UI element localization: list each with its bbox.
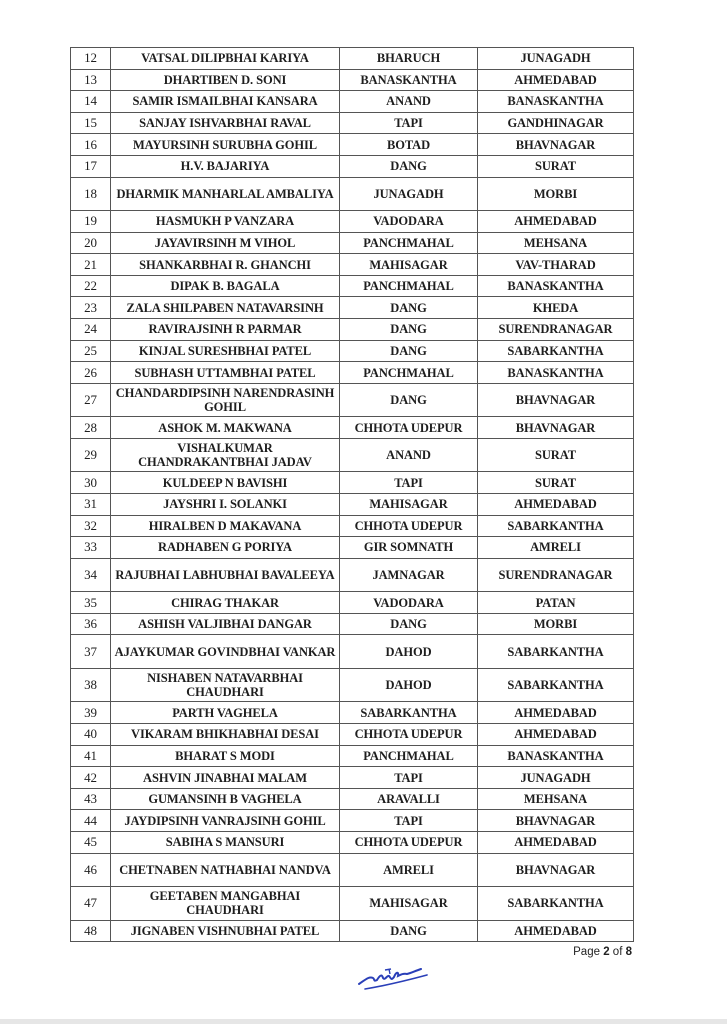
serial-number-cell: 24 (71, 319, 111, 341)
serial-number-cell: 34 (71, 558, 111, 592)
name-cell: H.V. BAJARIYA (111, 155, 340, 177)
table-row (71, 383, 634, 417)
serial-number-cell: 47 (71, 887, 111, 921)
from-district-cell: VADODARA (340, 592, 478, 614)
name-cell: RAJUBHAI LABHUBHAI BAVALEEYA (111, 558, 340, 592)
table-row (71, 613, 634, 635)
name-cell: VATSAL DILIPBHAI KARIYA (111, 48, 340, 70)
table-row (71, 91, 634, 113)
from-district-cell: TAPI (340, 472, 478, 494)
name-cell: SANJAY ISHVARBHAI RAVAL (111, 112, 340, 134)
serial-number-cell: 26 (71, 362, 111, 384)
table-row (71, 69, 634, 91)
serial-number-cell: 37 (71, 635, 111, 669)
to-district-cell: AHMEDABAD (478, 832, 634, 854)
to-district-cell: SURENDRANAGAR (478, 558, 634, 592)
from-district-cell: BOTAD (340, 134, 478, 156)
serial-number-cell: 16 (71, 134, 111, 156)
from-district-cell: BHARUCH (340, 48, 478, 70)
to-district-cell: SURAT (478, 155, 634, 177)
name-cell: DHARTIBEN D. SONI (111, 69, 340, 91)
to-district-cell: KHEDA (478, 297, 634, 319)
table-row (71, 788, 634, 810)
from-district-cell: TAPI (340, 112, 478, 134)
page-current: 2 (603, 946, 610, 958)
serial-number-cell: 30 (71, 472, 111, 494)
from-district-cell: JAMNAGAR (340, 558, 478, 592)
from-district-cell: DANG (340, 340, 478, 362)
table-row (71, 558, 634, 592)
serial-number-cell: 31 (71, 494, 111, 516)
serial-number-cell: 36 (71, 613, 111, 635)
from-district-cell: TAPI (340, 767, 478, 789)
serial-number-cell: 25 (71, 340, 111, 362)
name-cell: JAYSHRI I. SOLANKI (111, 494, 340, 516)
name-cell: RADHABEN G PORIYA (111, 537, 340, 559)
table-row (71, 134, 634, 156)
to-district-cell: SURAT (478, 472, 634, 494)
from-district-cell: PANCHMAHAL (340, 275, 478, 297)
name-cell: CHETNABEN NATHABHAI NANDVA (111, 853, 340, 887)
name-cell: MAYURSINH SURUBHA GOHIL (111, 134, 340, 156)
name-cell: HASMUKH P VANZARA (111, 211, 340, 233)
to-district-cell: SURENDRANAGAR (478, 319, 634, 341)
name-cell: NISHABEN NATAVARBHAI CHAUDHARI (111, 668, 340, 702)
to-district-cell: AHMEDABAD (478, 702, 634, 724)
to-district-cell: BHAVNAGAR (478, 417, 634, 439)
table-row (71, 494, 634, 516)
name-cell: SUBHASH UTTAMBHAI PATEL (111, 362, 340, 384)
serial-number-cell: 17 (71, 155, 111, 177)
to-district-cell: AHMEDABAD (478, 69, 634, 91)
from-district-cell: DANG (340, 319, 478, 341)
name-cell: DHARMIK MANHARLAL AMBALIYA (111, 177, 340, 211)
serial-number-cell: 12 (71, 48, 111, 70)
to-district-cell: MORBI (478, 613, 634, 635)
serial-number-cell: 33 (71, 537, 111, 559)
table-row (71, 319, 634, 341)
table-row (71, 48, 634, 70)
table-row (71, 887, 634, 921)
page-mid: of (609, 946, 626, 958)
name-cell: JAYAVIRSINH M VIHOL (111, 232, 340, 254)
to-district-cell: BANASKANTHA (478, 745, 634, 767)
serial-number-cell: 38 (71, 668, 111, 702)
name-cell: ASHOK M. MAKWANA (111, 417, 340, 439)
table-row (71, 472, 634, 494)
to-district-cell: BANASKANTHA (478, 275, 634, 297)
name-cell: BHARAT S MODI (111, 745, 340, 767)
name-cell: CHIRAG THAKAR (111, 592, 340, 614)
table-row (71, 340, 634, 362)
serial-number-cell: 19 (71, 211, 111, 233)
from-district-cell: ARAVALLI (340, 788, 478, 810)
name-cell: ASHISH VALJIBHAI DANGAR (111, 613, 340, 635)
table-row (71, 668, 634, 702)
to-district-cell: AHMEDABAD (478, 494, 634, 516)
to-district-cell: BHAVNAGAR (478, 810, 634, 832)
from-district-cell: ANAND (340, 438, 478, 472)
serial-number-cell: 48 (71, 920, 111, 942)
to-district-cell: SURAT (478, 438, 634, 472)
to-district-cell: BHAVNAGAR (478, 383, 634, 417)
roster-body (71, 48, 634, 942)
name-cell: JAYDIPSINH VANRAJSINH GOHIL (111, 810, 340, 832)
to-district-cell: AMRELI (478, 537, 634, 559)
to-district-cell: JUNAGADH (478, 767, 634, 789)
table-row (71, 853, 634, 887)
serial-number-cell: 39 (71, 702, 111, 724)
to-district-cell: AHMEDABAD (478, 211, 634, 233)
from-district-cell: DANG (340, 613, 478, 635)
name-cell: DIPAK B. BAGALA (111, 275, 340, 297)
from-district-cell: CHHOTA UDEPUR (340, 832, 478, 854)
from-district-cell: DANG (340, 920, 478, 942)
serial-number-cell: 40 (71, 724, 111, 746)
serial-number-cell: 13 (71, 69, 111, 91)
name-cell: HIRALBEN D MAKAVANA (111, 515, 340, 537)
from-district-cell: TAPI (340, 810, 478, 832)
serial-number-cell: 18 (71, 177, 111, 211)
to-district-cell: BHAVNAGAR (478, 853, 634, 887)
table-row (71, 438, 634, 472)
table-row (71, 297, 634, 319)
to-district-cell: VAV-THARAD (478, 254, 634, 276)
serial-number-cell: 14 (71, 91, 111, 113)
from-district-cell: VADODARA (340, 211, 478, 233)
page-total: 8 (625, 946, 632, 958)
name-cell: VIKARAM BHIKHABHAI DESAI (111, 724, 340, 746)
serial-number-cell: 44 (71, 810, 111, 832)
from-district-cell: DANG (340, 383, 478, 417)
name-cell: KULDEEP N BAVISHI (111, 472, 340, 494)
from-district-cell: CHHOTA UDEPUR (340, 417, 478, 439)
to-district-cell: SABARKANTHA (478, 887, 634, 921)
from-district-cell: CHHOTA UDEPUR (340, 724, 478, 746)
from-district-cell: MAHISAGAR (340, 254, 478, 276)
serial-number-cell: 35 (71, 592, 111, 614)
name-cell: SABIHA S MANSURI (111, 832, 340, 854)
from-district-cell: DANG (340, 155, 478, 177)
to-district-cell: BHAVNAGAR (478, 134, 634, 156)
from-district-cell: MAHISAGAR (340, 887, 478, 921)
table-row (71, 810, 634, 832)
signature-image (355, 962, 435, 992)
serial-number-cell: 23 (71, 297, 111, 319)
to-district-cell: MEHSANA (478, 232, 634, 254)
from-district-cell: BANASKANTHA (340, 69, 478, 91)
table-row (71, 724, 634, 746)
serial-number-cell: 43 (71, 788, 111, 810)
serial-number-cell: 29 (71, 438, 111, 472)
to-district-cell: AHMEDABAD (478, 724, 634, 746)
to-district-cell: PATAN (478, 592, 634, 614)
page-bottom-edge (0, 1019, 727, 1024)
to-district-cell: SABARKANTHA (478, 515, 634, 537)
roster-table (70, 47, 634, 942)
name-cell: RAVIRAJSINH R PARMAR (111, 319, 340, 341)
table-row (71, 745, 634, 767)
name-cell: SHANKARBHAI R. GHANCHI (111, 254, 340, 276)
serial-number-cell: 32 (71, 515, 111, 537)
table-row (71, 155, 634, 177)
from-district-cell: AMRELI (340, 853, 478, 887)
table-row (71, 767, 634, 789)
from-district-cell: PANCHMAHAL (340, 745, 478, 767)
table-row (71, 177, 634, 211)
to-district-cell: SABARKANTHA (478, 668, 634, 702)
name-cell: AJAYKUMAR GOVINDBHAI VANKAR (111, 635, 340, 669)
name-cell: PARTH VAGHELA (111, 702, 340, 724)
from-district-cell: JUNAGADH (340, 177, 478, 211)
to-district-cell: AHMEDABAD (478, 920, 634, 942)
table-row (71, 515, 634, 537)
to-district-cell: BANASKANTHA (478, 91, 634, 113)
from-district-cell: DAHOD (340, 668, 478, 702)
table-row (71, 920, 634, 942)
to-district-cell: JUNAGADH (478, 48, 634, 70)
name-cell: SAMIR ISMAILBHAI KANSARA (111, 91, 340, 113)
to-district-cell: BANASKANTHA (478, 362, 634, 384)
from-district-cell: PANCHMAHAL (340, 232, 478, 254)
table-row (71, 254, 634, 276)
table-row (71, 702, 634, 724)
serial-number-cell: 41 (71, 745, 111, 767)
name-cell: JIGNABEN VISHNUBHAI PATEL (111, 920, 340, 942)
from-district-cell: DANG (340, 297, 478, 319)
table-row (71, 362, 634, 384)
table-row (71, 275, 634, 297)
table-row (71, 112, 634, 134)
name-cell: CHANDARDIPSINH NARENDRASINH GOHIL (111, 383, 340, 417)
serial-number-cell: 21 (71, 254, 111, 276)
from-district-cell: PANCHMAHAL (340, 362, 478, 384)
to-district-cell: SABARKANTHA (478, 340, 634, 362)
table-row (71, 232, 634, 254)
table-row (71, 832, 634, 854)
page-prefix: Page (573, 946, 604, 958)
from-district-cell: DAHOD (340, 635, 478, 669)
from-district-cell: SABARKANTHA (340, 702, 478, 724)
from-district-cell: MAHISAGAR (340, 494, 478, 516)
from-district-cell: CHHOTA UDEPUR (340, 515, 478, 537)
serial-number-cell: 46 (71, 853, 111, 887)
to-district-cell: SABARKANTHA (478, 635, 634, 669)
to-district-cell: GANDHINAGAR (478, 112, 634, 134)
serial-number-cell: 28 (71, 417, 111, 439)
table-row (71, 211, 634, 233)
name-cell: GEETABEN MANGABHAI CHAUDHARI (111, 887, 340, 921)
table-row (71, 537, 634, 559)
name-cell: GUMANSINH B VAGHELA (111, 788, 340, 810)
name-cell: KINJAL SURESHBHAI PATEL (111, 340, 340, 362)
name-cell: VISHALKUMAR CHANDRAKANTBHAI JADAV (111, 438, 340, 472)
serial-number-cell: 22 (71, 275, 111, 297)
serial-number-cell: 42 (71, 767, 111, 789)
table-row (71, 592, 634, 614)
table-row (71, 635, 634, 669)
serial-number-cell: 15 (71, 112, 111, 134)
table-row (71, 417, 634, 439)
from-district-cell: ANAND (340, 91, 478, 113)
to-district-cell: MORBI (478, 177, 634, 211)
to-district-cell: MEHSANA (478, 788, 634, 810)
serial-number-cell: 45 (71, 832, 111, 854)
name-cell: ZALA SHILPABEN NATAVARSINH (111, 297, 340, 319)
page-number (560, 946, 632, 958)
from-district-cell: GIR SOMNATH (340, 537, 478, 559)
name-cell: ASHVIN JINABHAI MALAM (111, 767, 340, 789)
serial-number-cell: 27 (71, 383, 111, 417)
serial-number-cell: 20 (71, 232, 111, 254)
